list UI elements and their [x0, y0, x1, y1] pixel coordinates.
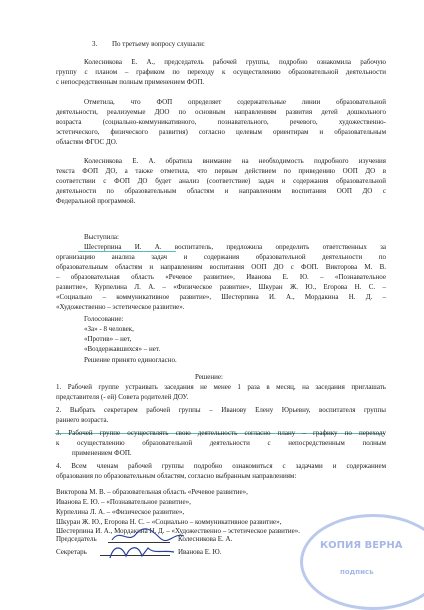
vote-result: Решение принято единогласно. — [84, 356, 177, 364]
decision-heading: Решение: — [195, 373, 223, 381]
text-line: областям ФГОС ДО. — [56, 138, 118, 146]
chair-label: Председатель — [56, 535, 97, 543]
text-line: применением ФОП. — [72, 449, 132, 457]
text-line: «Художественно – эстетическое развитие». — [56, 303, 185, 311]
secretary-label: Секретарь — [56, 548, 87, 556]
stamp-text: КОПИЯ ВЕРНА — [320, 540, 403, 551]
text-line: Иванова Е. Ю. – «Познавательное развитие», — [56, 498, 191, 506]
vote-against: «Против» – нет, — [84, 335, 132, 343]
chair-name: Колесникова Е. А. — [178, 535, 233, 543]
text-line: Викторова М. В. – образовательная область «Речевое развитие», — [56, 488, 248, 496]
item-title: По третьему вопросу слушали: — [112, 40, 205, 48]
stamp-subtext: подпись — [340, 568, 374, 576]
text-line: – образовательная область «Речевое развитие», Иванова Е. Ю. – «Познавательное — [56, 273, 386, 281]
secretary-name: Иванова Е. Ю. — [178, 548, 222, 556]
text-line: 1. Рабочей группе устраивать заседания не менее 1 раза в месяц, на заседания приглашать — [56, 383, 386, 391]
text-line: эстетического, физического развития) согласно целевым ориентирам и образовательным — [56, 128, 386, 136]
text-line: образования по образовательным областям, согласно выбранным направлениям: — [56, 472, 297, 480]
vote-abstained: «Воздержавшихся» – нет. — [84, 345, 161, 353]
text-line: Шестерпина И. А. воспитатель, предложила определить ответственных за — [84, 243, 386, 251]
text-line: Федеральной программой. — [56, 197, 136, 205]
text-line: Отметила, что ФОП определяет содержательные линии образовательной — [84, 98, 386, 106]
vote-for: «За» - 8 человек, — [84, 325, 134, 333]
text-line: Шкуран Ж. Ю., Егорова Н. С. – «Социально – коммуникативное развитие», — [56, 518, 282, 526]
text-line: Колесникова Е. А., председатель рабочей группы, подробно ознакомила рабочую — [84, 58, 386, 66]
text-line: возраста (социально-коммуникативного, познавательного, речевого, художественно- — [56, 118, 386, 126]
text-line: деятельности по образовательным областям и направлениям воспитания ООП ДО с — [56, 187, 386, 195]
text-line: развитие», Курпелина Л. А. – «Физическое развитие», Шкуран Ж. Ю., Егорова Н. С. – — [56, 283, 386, 291]
text-line: раннего возраста. — [56, 416, 109, 424]
item-number: 3. — [92, 40, 98, 48]
secretary-signature — [104, 540, 184, 564]
text-line: группу с планом – графиком по переходу к осуществлению образовательной деятельности — [56, 68, 386, 76]
text-line: 3. Рабочей группе осуществлять свою деятельность согласно плану – графику по переходу — [56, 429, 386, 437]
text-line: текста ФОП ДО, а также отметила, что первым действием по приведению ООП ДО в — [56, 167, 386, 175]
text-line: «Социально – коммуникативное развитие», Шестерпина И. А., Мордакина Н. Д. – — [56, 293, 386, 301]
official-stamp — [300, 514, 424, 610]
text-line: организацию анализа задач и содержания образовательной деятельности по — [56, 253, 386, 261]
text-line: к осуществлению образовательной деятельности с непосредственным полным — [56, 439, 386, 447]
text-line: деятельности, реализуемые ДОО по основным направлениям развития детей дошкольного — [56, 108, 386, 116]
voting-heading: Голосование: — [84, 315, 124, 323]
text-line: 2. Выбрать секретарем рабочей группы – Иванову Елену Юрьевну, воспитателя группы — [56, 406, 386, 414]
text-line: Шестерпина И. А., Мордакина Н. Д. – «Художественно – эстетическое развитие». — [56, 527, 301, 535]
text-line: Курпелина Л. А. – «Физическое развитие», — [56, 508, 185, 516]
text-line: с непосредственным полным применением ФОП. — [56, 78, 205, 86]
text-line: образовательным областям и направлениям воспитания ООП ДО с ФОП. Викторова М. В. — [56, 263, 386, 271]
speakers-heading: Выступила: — [84, 233, 119, 241]
text-line: Колесникова Е. А. обратила внимание на необходимость подробного изучения — [84, 157, 386, 165]
text-line: соответствии с ФОП ДО будет анализ (соответствие) задач и содержания образовательной — [56, 177, 386, 185]
text-line: представителя (- ей) Совета родителей ДОУ. — [56, 393, 189, 401]
text-line: 4. Всем членам рабочей группы подробно ознакомиться с задачами и содержанием — [56, 462, 386, 470]
